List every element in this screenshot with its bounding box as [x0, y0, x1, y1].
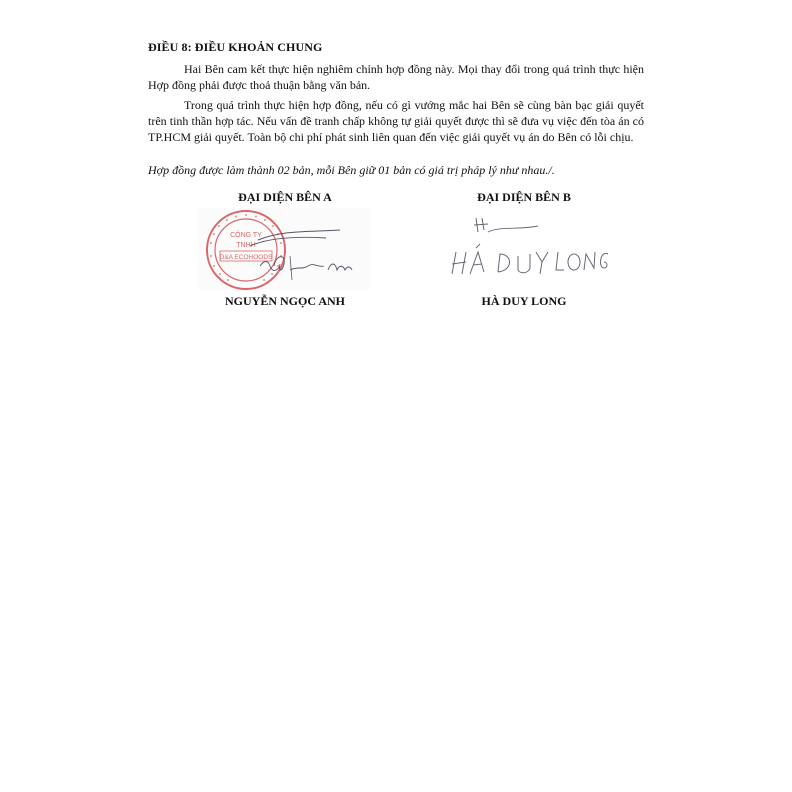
company-stamp-icon [198, 208, 370, 290]
svg-text:CÔNG TY: CÔNG TY [230, 232, 262, 239]
paragraph-dispute: Trong quá trình thực hiện hợp đồng, nếu có gì vướng mắc hai Bên sẽ cùng bàn bạc giải quyết trên tinh thần hợp tác. Nếu vấn đề tranh chấp không tự giải quyết được thì sẽ đưa vụ việc đến tòa án có TP.HCM giải quyết. Toàn bộ chi phí phát sinh liên quan đến việc giải quyết vụ án do Bên có lỗi chịu. [148, 98, 644, 144]
party-b-title: ĐẠI DIỆN BÊN B [477, 190, 571, 204]
party-b-name: HÀ DUY LONG [481, 294, 567, 308]
svg-text:TNHH: TNHH [236, 242, 256, 249]
party-b-signature [440, 212, 610, 284]
svg-text:D&A ECOHOODS: D&A ECOHOODS [219, 254, 273, 261]
party-a-stamp-signature [198, 208, 370, 290]
closing-statement: Hợp đồng được làm thành 02 bản, mỗi Bên giữ 01 bản có giá trị pháp lý như nhau./. [148, 163, 555, 177]
paragraph-commitment: Hai Bên cam kết thực hiện nghiêm chỉnh hợp đồng này. Mọi thay đổi trong quá trình thực hiện Hợp đồng phải được thoả thuận bằng văn bản. [148, 62, 644, 92]
section-heading: ĐIỀU 8: ĐIỀU KHOẢN CHUNG [148, 40, 323, 54]
handwritten-signature-icon [440, 212, 610, 284]
party-a-name: NGUYỄN NGỌC ANH [224, 294, 345, 308]
party-a-title: ĐẠI DIỆN BÊN A [238, 190, 332, 204]
